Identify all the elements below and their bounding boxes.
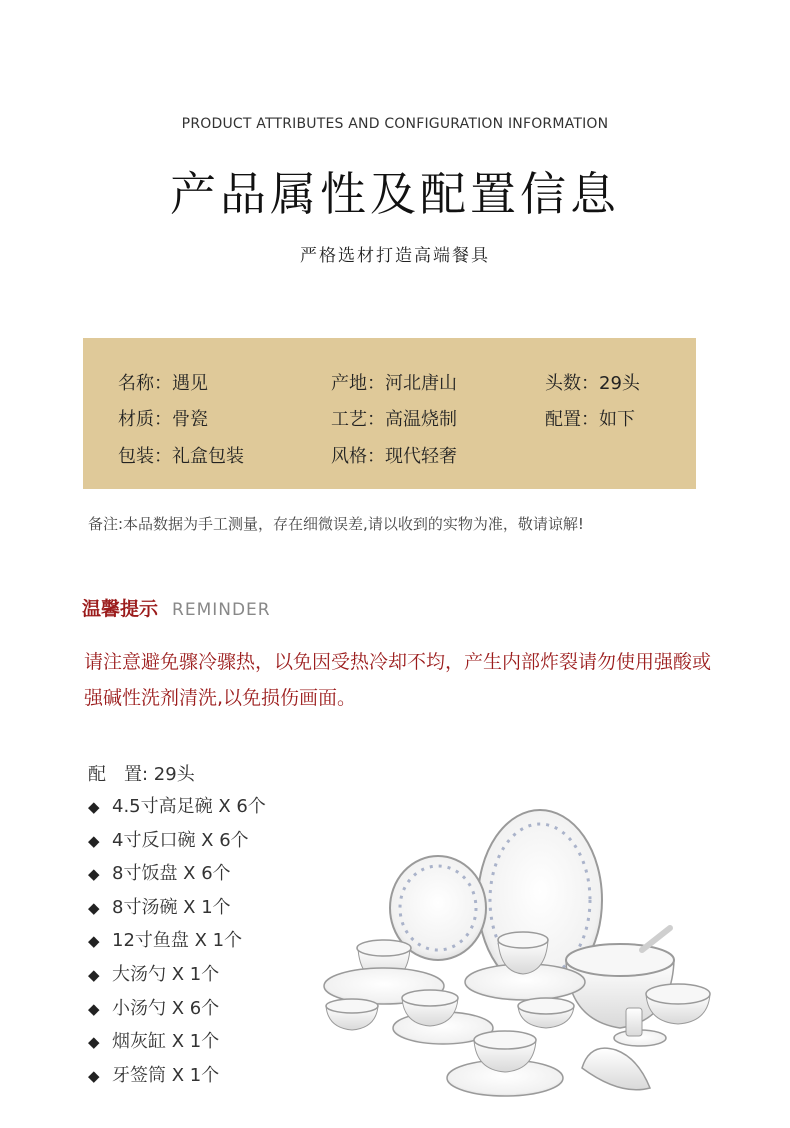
diamond-icon: ◆ [88, 898, 100, 917]
attr-name [118, 369, 208, 395]
list-item [88, 924, 266, 958]
config-item-label: 4.5寸高足碗 X 6个 [112, 796, 266, 817]
attr-label: 名称： [118, 373, 172, 394]
attr-value: 如下 [599, 409, 635, 430]
section-subtitle: 严格选材打造高端餐具 [300, 246, 490, 266]
attr-label: 配置： [545, 409, 599, 430]
list-item [88, 992, 266, 1026]
attr-piece-count [545, 369, 640, 395]
list-item [88, 1025, 266, 1059]
reminder-text: 请注意避免骤冷骤热，以免因受热冷却不均，产生内部炸裂请勿使用强酸或强碱性洗剂清洗,以免损伤画面。 [84, 651, 712, 709]
config-item-label: 烟灰缸 X 1个 [112, 1031, 220, 1053]
attr-label: 产地： [331, 373, 385, 394]
attr-packaging [118, 442, 244, 468]
attr-value: 高温烧制 [385, 409, 457, 430]
attr-style [331, 442, 457, 468]
attr-value: 现代轻奢 [385, 446, 457, 467]
reminder-heading [82, 594, 271, 621]
tableware-set-image [320, 800, 720, 1110]
attr-value: 骨瓷 [172, 409, 208, 430]
reminder-title-en: REMINDER [172, 600, 271, 620]
diamond-icon: ◆ [88, 865, 100, 884]
list-item [88, 891, 266, 925]
diamond-icon: ◆ [88, 965, 100, 984]
attr-label: 材质： [118, 409, 172, 430]
attr-label: 头数： [545, 373, 599, 394]
config-item-label: 4寸反口碗 X 6个 [112, 829, 249, 851]
attr-value: 29头 [599, 373, 640, 394]
config-item-label: 12寸鱼盘 X 1个 [112, 930, 243, 952]
attr-craft [331, 405, 457, 431]
list-item [88, 1059, 266, 1093]
attr-label: 风格： [331, 446, 385, 467]
diamond-icon: ◆ [88, 831, 100, 850]
config-item-label: 8寸饭盘 X 6个 [112, 863, 231, 885]
list-item [88, 958, 266, 992]
diamond-icon: ◆ [88, 932, 100, 951]
config-item-label: 大汤勺 X 1个 [112, 963, 220, 985]
config-item-label: 8寸汤碗 X 1个 [112, 896, 231, 918]
diamond-icon: ◆ [88, 798, 100, 816]
attributes-panel [83, 338, 696, 489]
attr-label: 工艺： [331, 409, 385, 430]
list-item [88, 857, 266, 891]
reminder-title-cn: 温馨提示 [82, 598, 159, 620]
attr-material [118, 405, 208, 431]
measurement-note: 备注:本品数据为手工测量，存在细微误差,请以收到的实物为准，敬请谅解! [88, 515, 584, 533]
attr-configuration [545, 405, 635, 431]
attr-origin [331, 369, 457, 395]
list-item [88, 790, 266, 824]
config-item-label: 牙签筒 X 1个 [112, 1064, 220, 1086]
attr-value: 河北唐山 [385, 373, 457, 394]
diamond-icon: ◆ [88, 1033, 100, 1052]
section-title-en: PRODUCT ATTRIBUTES AND CONFIGURATION INFORMATION [181, 116, 609, 132]
config-title: 配 置: 29头 [88, 764, 195, 785]
list-item [88, 824, 266, 858]
attr-value: 礼盒包装 [172, 446, 244, 467]
attr-label: 包装： [118, 446, 172, 467]
config-item-label: 小汤勺 X 6个 [112, 997, 220, 1019]
attr-value: 遇见 [172, 373, 208, 394]
section-title-cn: 产品属性及配置信息 [170, 167, 620, 221]
config-list [88, 790, 266, 1092]
diamond-icon: ◆ [88, 1066, 100, 1085]
diamond-icon: ◆ [88, 999, 100, 1018]
